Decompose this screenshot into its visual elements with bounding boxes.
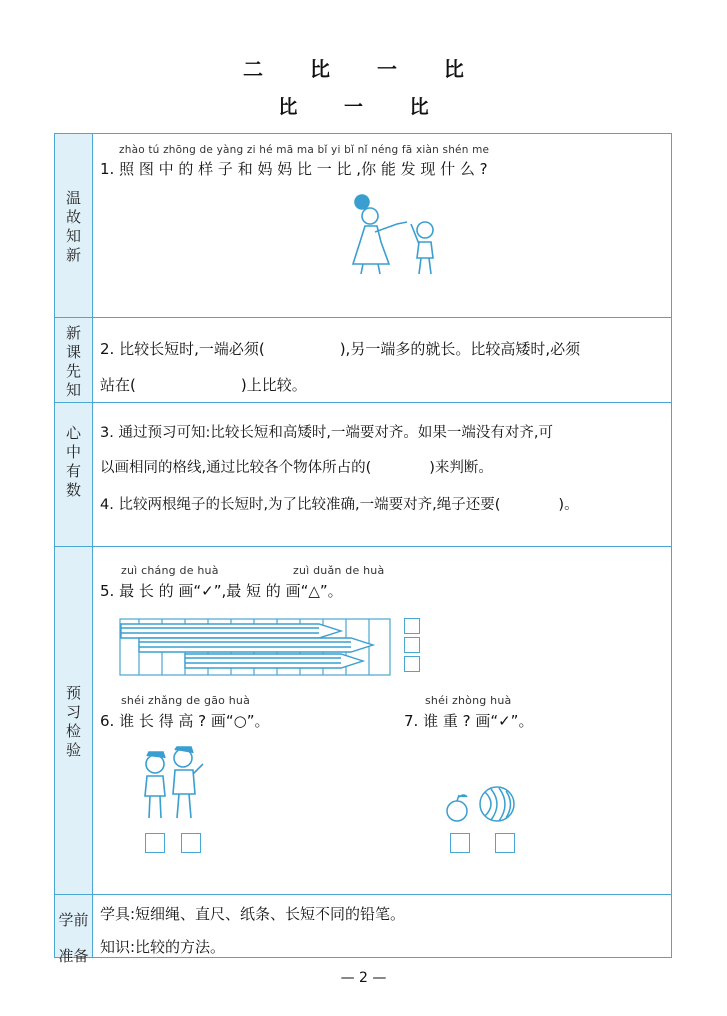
q3-line2: 以画相同的格线,通过比较各个物体所占的( )来判断。 (100, 460, 493, 476)
chapter-title: 二 比 一 比 (243, 57, 484, 81)
q7-pinyin: shéi zhòng huà (425, 694, 512, 707)
q1-text: 1. 照 图 中 的 样 子 和 妈 妈 比 一 比 ,你 能 发 现 什 么 ? (100, 160, 488, 178)
section-label-xueqian (55, 902, 92, 974)
answer-box-boy-2[interactable] (181, 833, 201, 853)
section-label-xinke-text: 新 课 先 知 (65, 324, 81, 399)
section-label-wengu (55, 189, 92, 265)
answer-box-apple[interactable] (450, 833, 470, 853)
section-label-xinke (55, 324, 92, 400)
section-label-wengu-text: 温 故 知 新 (65, 189, 81, 264)
q3-line1: 3. 通过预习可知:比较长短和高矮时,一端要对齐。如果一端没有对齐,可 (100, 425, 554, 441)
section-divider (55, 317, 671, 318)
section-divider (55, 402, 671, 403)
lesson-title: 比 一 比 (278, 96, 449, 118)
q6-text: 6. 谁 长 得 高 ? 画“○”。 (100, 712, 270, 730)
q5-text: 5. 最 长 的 画“✓”,最 短 的 画“△”。 (100, 582, 343, 600)
section-divider (55, 894, 671, 895)
page-number: — 2 — (340, 970, 387, 986)
q1-pinyin: zhào tú zhōng de yàng zi hé mā ma bǐ yi bǐ nǐ néng fā xiàn shén me (119, 144, 490, 156)
prep-tools: 学具:短细绳、直尺、纸条、长短不同的铅笔。 (100, 905, 406, 923)
prep-knowledge: 知识:比较的方法。 (100, 938, 226, 956)
section-label-xinzhong-text: 心 中 有 数 (65, 424, 81, 499)
q7-text: 7. 谁 重 ? 画“✓”。 (404, 712, 534, 730)
answer-box-pencil-2[interactable] (404, 637, 420, 653)
section-label-xinzhong (55, 424, 92, 500)
answer-box-pencil-3[interactable] (404, 656, 420, 672)
answer-box-pencil-1[interactable] (404, 618, 420, 634)
mother-child-illustration (345, 192, 445, 280)
answer-box-watermelon[interactable] (495, 833, 515, 853)
two-boys-illustration (135, 746, 215, 821)
section-label-yuxi-text: 预 习 检 验 (65, 684, 81, 759)
pencils-grid (119, 618, 409, 676)
q5-pinyin-longest: zuì cháng de huà (121, 564, 219, 577)
section-label-yuxi (55, 684, 92, 760)
worksheet-frame (54, 133, 672, 965)
section-divider (55, 546, 671, 547)
q4-text: 4. 比较两根绳子的长短时,为了比较准确,一端要对齐,绳子还要( )。 (100, 497, 579, 513)
answer-box-boy-1[interactable] (145, 833, 165, 853)
q6-pinyin: shéi zhǎng de gāo huà (121, 694, 251, 707)
q2-line1: 2. 比较长短时,一端必须( ),另一端多的就长。比较高矮时,必须 (100, 340, 581, 358)
apple-watermelon-illustration (443, 784, 523, 826)
section-label-xueqian-text: 学前 准备 (58, 911, 89, 965)
q5-pinyin-shortest: zuì duǎn de huà (293, 564, 385, 577)
q2-line2: 站在( )上比较。 (100, 376, 307, 394)
